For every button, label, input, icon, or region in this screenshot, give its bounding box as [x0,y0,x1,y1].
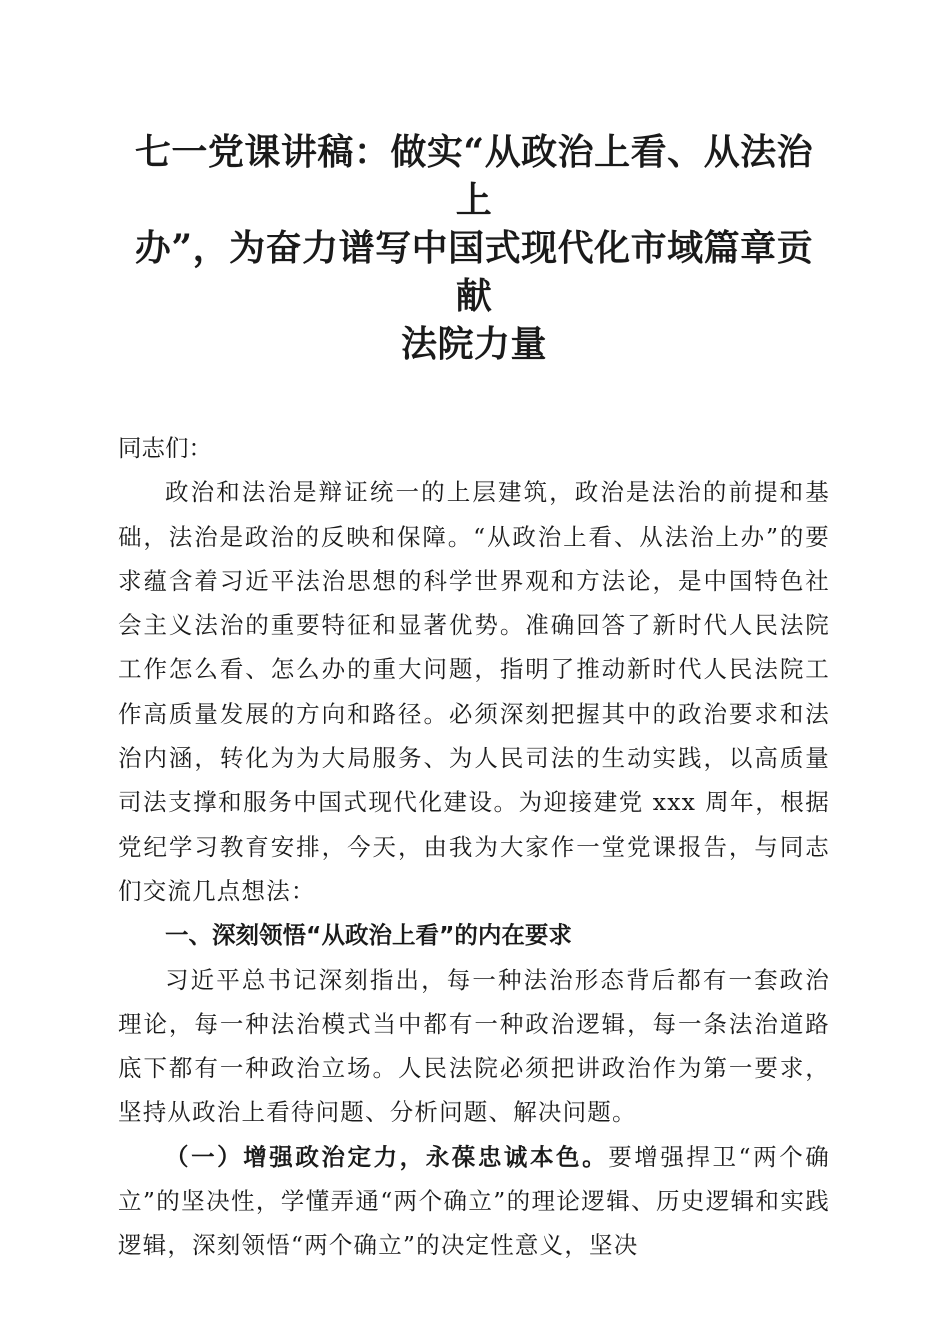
title-line-2: 办”，为奋力谱写中国式现代化市域篇章贡献 [134,227,814,317]
title-line-1: 七一党课讲稿：做实“从政治上看、从法治上 [134,131,814,221]
document-title [118,128,830,368]
paragraph-intro: 政治和法治是辩证统一的上层建筑，政治是法治的前提和基础，法治是政治的反映和保障。“从政治上看、从法治上办”的要求蕴含着习近平法治思想的科学世界观和方法论，是中国特色社会主义法治的重要特征和显著优势。准确回答了新时代人民法院工作怎么看、怎么办的重大问题，指明了推动新时代人民法院工作高质量发展的方向和路径。必须深刻把握其中的政治要求和法治内涵，转化为为大局服务、为人民司法的生动实践，以高质量司法支撑和服务中国式现代化建设。为迎接建党 xxx 周年，根据党纪学习教育安排，今天，由我为大家作一堂党课报告，与同志们交流几点想法： [118,478,830,905]
section-heading-1: 一、深刻领悟“从政治上看”的内在要求 [165,921,572,950]
title-line-3: 法院力量 [400,323,547,365]
subsection-heading-1: （一）增强政治定力，永葆忠诚本色。 [165,1142,609,1171]
salutation: 同志们： [118,434,212,462]
paragraph-section-1: 习近平总书记深刻指出，每一种法治形态背后都有一套政治理论，每一种法治模式当中都有一种政治逻辑，每一条法治道路底下都有一种政治立场。人民法院必须把讲政治作为第一要求，坚持从政治上看待问题、分析问题、解决问题。 [118,965,830,1127]
subsection-1-text: 要增强捍卫“两个确立”的坚决性，学懂弄通“两个确立”的理论逻辑、历史逻辑和实践逻辑，深刻领悟“两个确立”的决定性意义，坚决 [118,1142,830,1260]
paragraph-subsection-1 [118,1135,830,1268]
document-page [118,128,830,1268]
